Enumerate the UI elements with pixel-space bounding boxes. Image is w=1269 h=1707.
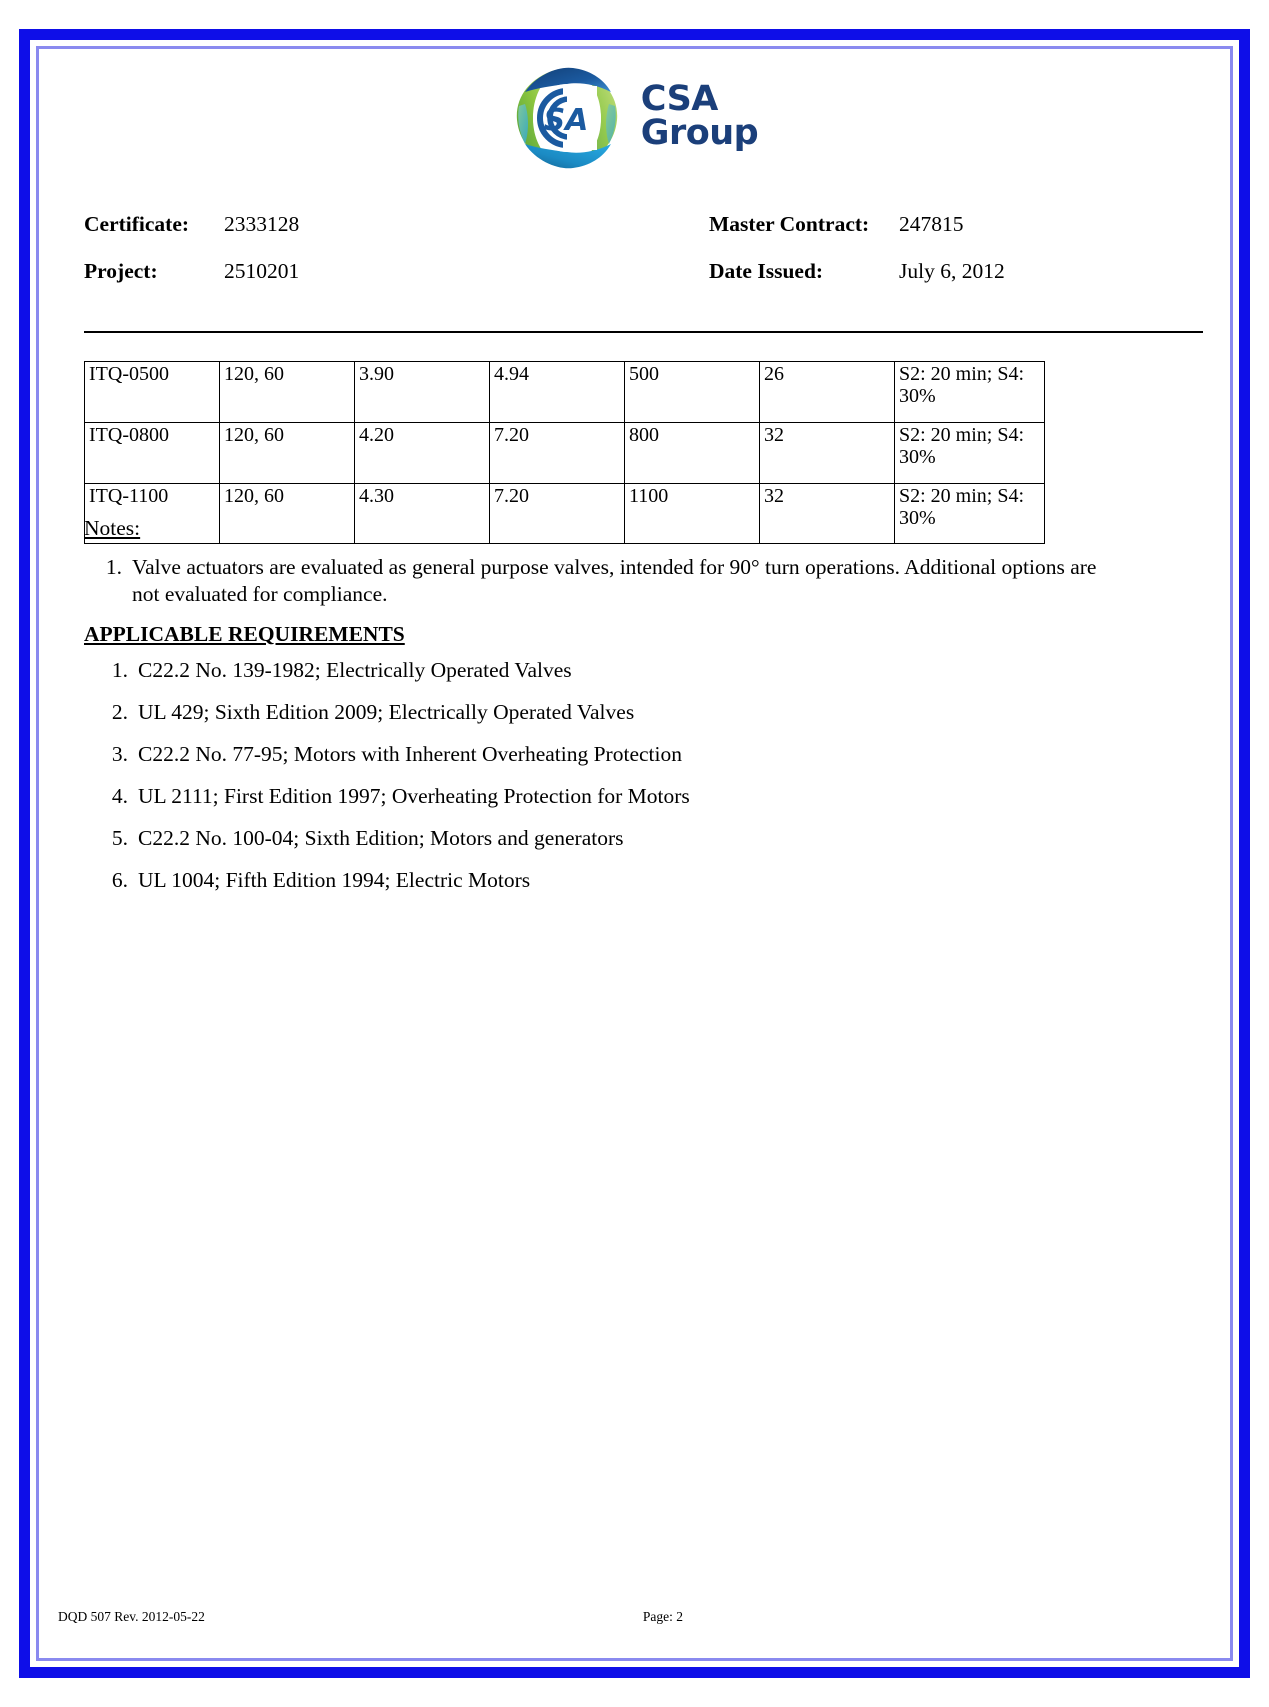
requirement-item (84, 826, 1125, 851)
cell-torque: 800 (625, 422, 760, 483)
certificate-label: Certificate: (84, 212, 190, 236)
date-issued-label: Date Issued: (709, 259, 824, 283)
meta-row-2 (84, 259, 1203, 284)
logo-wordmark-line1: CSA (640, 78, 718, 119)
page-footer (58, 1609, 1211, 1625)
requirement-number: 5. (111, 826, 128, 850)
cell-amps2: 7.20 (490, 422, 625, 483)
requirement-number: 4. (111, 784, 128, 808)
logo-wordmark (640, 78, 759, 155)
csa-group-logo (511, 62, 759, 174)
cell-duty: S2: 20 min; S4: 30% (895, 422, 1045, 483)
applicable-requirements-list (84, 658, 1125, 910)
cell-time: 26 (760, 362, 895, 423)
master-contract-field (709, 212, 964, 237)
footer-revision: DQD 507 Rev. 2012-05-22 (58, 1609, 205, 1624)
project-label: Project: (84, 259, 158, 283)
note-item (84, 554, 1125, 608)
requirement-item (84, 742, 1125, 767)
certificate-value: 2333128 (224, 212, 300, 236)
cell-amps: 4.20 (355, 422, 490, 483)
requirement-text: UL 429; Sixth Edition 2009; Electrically Operated Valves (138, 700, 635, 724)
cell-model: ITQ-1100 (85, 483, 220, 544)
cell-model: ITQ-0500 (85, 362, 220, 423)
cell-time: 32 (760, 422, 895, 483)
applicable-requirements-heading: APPLICABLE REQUIREMENTS (84, 622, 405, 646)
requirement-text: C22.2 No. 77-95; Motors with Inherent Overheating Protection (138, 742, 682, 766)
cell-time: 32 (760, 483, 895, 544)
certificate-field (84, 212, 709, 237)
requirement-item (84, 784, 1125, 809)
date-issued-value: July 6, 2012 (899, 259, 1005, 283)
table-row (85, 422, 1045, 483)
date-issued-field (709, 259, 1005, 284)
cell-duty: S2: 20 min; S4: 30% (895, 362, 1045, 423)
requirement-item (84, 658, 1125, 683)
requirement-item (84, 868, 1125, 893)
cell-amps2: 7.20 (490, 483, 625, 544)
master-contract-value: 247815 (899, 212, 964, 236)
requirement-text: UL 1004; Fifth Edition 1994; Electric Motors (138, 868, 531, 892)
header-divider (84, 331, 1203, 333)
master-contract-label: Master Contract: (709, 212, 870, 236)
cell-voltage: 120, 60 (220, 362, 355, 423)
cell-amps: 3.90 (355, 362, 490, 423)
ratings-table (84, 361, 1045, 544)
requirement-number: 1. (111, 658, 128, 682)
project-value: 2510201 (224, 259, 300, 283)
cell-voltage: 120, 60 (220, 483, 355, 544)
requirement-number: 3. (111, 742, 128, 766)
requirement-text: C22.2 No. 139-1982; Electrically Operated Valves (138, 658, 572, 682)
requirement-number: 2. (111, 700, 128, 724)
notes-heading: Notes: (84, 516, 141, 540)
note-number: 1. (105, 555, 122, 579)
page-content (44, 54, 1225, 1653)
requirement-text: C22.2 No. 100-04; Sixth Edition; Motors and generators (138, 826, 624, 850)
cell-amps: 4.30 (355, 483, 490, 544)
table-row (85, 362, 1045, 423)
requirement-text: UL 2111; First Edition 1997; Overheating Protection for Motors (138, 784, 690, 808)
certificate-meta (84, 212, 1203, 306)
meta-row-1 (84, 212, 1203, 237)
note-text: Valve actuators are evaluated as general purpose valves, intended for 90° turn operations. Additional options are not evaluated for compliance. (132, 555, 1097, 607)
csa-roundel-icon (511, 62, 623, 174)
notes-list (84, 554, 1125, 608)
footer-page-number: Page: 2 (642, 1609, 683, 1624)
cell-model: ITQ-0800 (85, 422, 220, 483)
cell-amps2: 4.94 (490, 362, 625, 423)
cell-torque: 500 (625, 362, 760, 423)
requirement-item (84, 700, 1125, 725)
requirement-number: 6. (111, 868, 128, 892)
cell-voltage: 120, 60 (220, 422, 355, 483)
svg-text:SA: SA (543, 103, 589, 138)
logo-wordmark-line2: Group (640, 113, 759, 153)
logo-header (44, 62, 1225, 174)
table-row (85, 483, 1045, 544)
cell-torque: 1100 (625, 483, 760, 544)
project-field (84, 259, 709, 284)
cell-duty: S2: 20 min; S4: 30% (895, 483, 1045, 544)
